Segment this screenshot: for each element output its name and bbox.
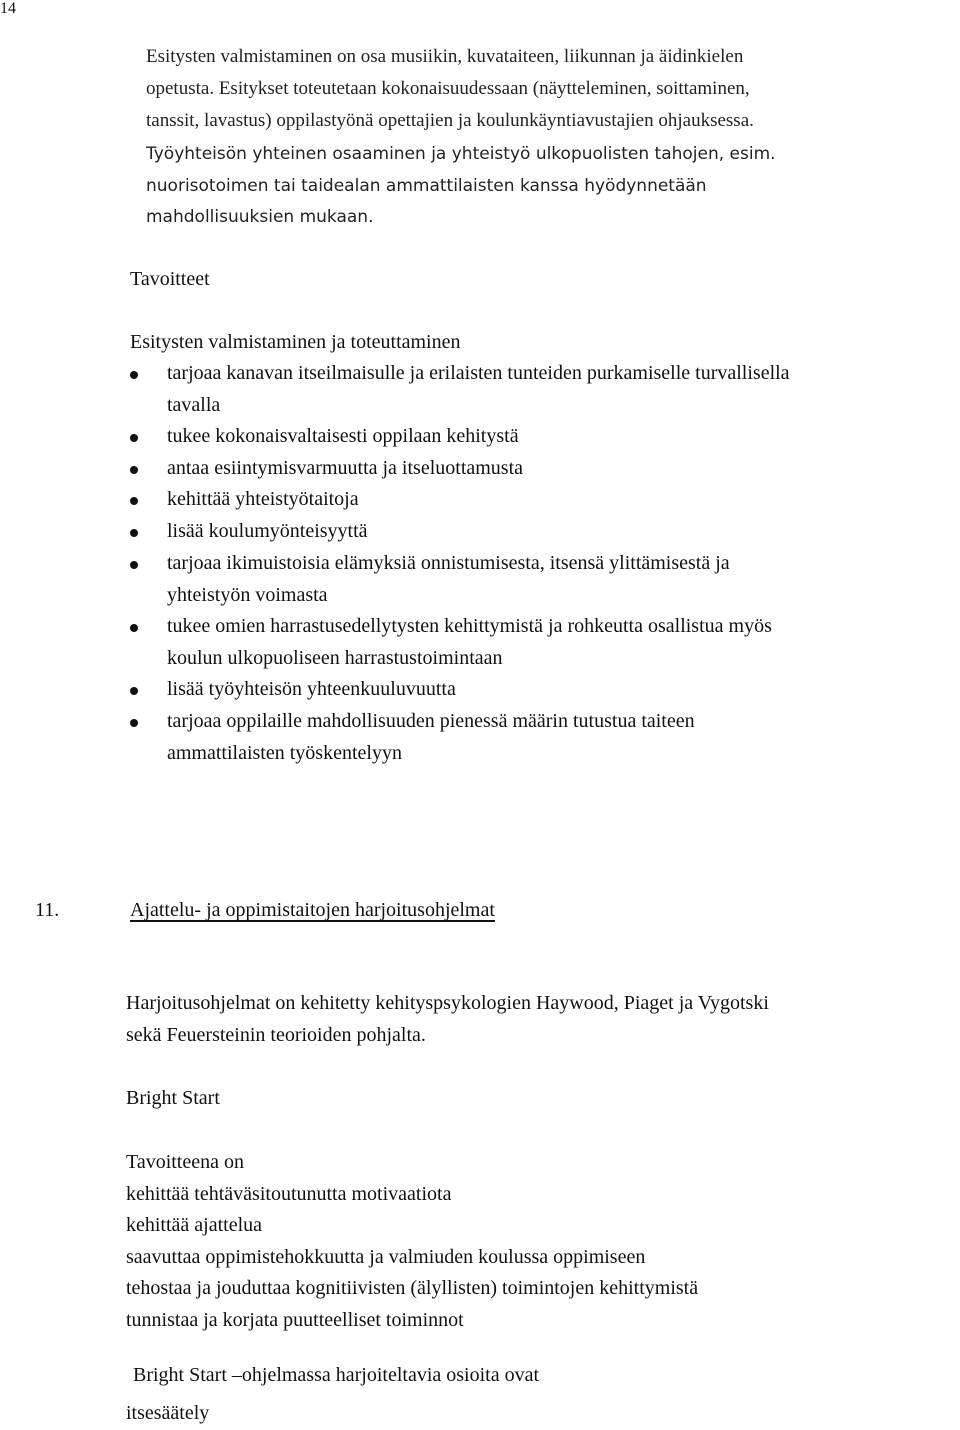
intro-line: mahdollisuuksien mukaan. [146, 207, 374, 227]
goal-item-cont: ammattilaisten työskentelyyn [167, 742, 402, 764]
goal-item: tarjoaa ikimuistoisia elämyksiä onnistumisesta, itsensä ylittämisestä ja [167, 552, 730, 574]
intro-line: tanssit, lavastus) oppilastyönä opettajien ja koulunkäyntiavustajien ohjauksessa. [146, 110, 754, 131]
bullet-icon [130, 719, 138, 727]
page-number: 14 [0, 0, 16, 17]
bullet-icon [130, 466, 138, 474]
goal-item: lisää koulumyönteisyyttä [167, 520, 368, 542]
goal-item-cont: yhteistyön voimasta [167, 584, 328, 606]
bullet-icon [130, 561, 138, 569]
intro-line: opetusta. Esitykset toteutetaan kokonaisuudessaan (näytteleminen, soittaminen, [146, 78, 750, 99]
section-number: 11. [35, 899, 60, 921]
goal-item: tarjoaa oppilaille mahdollisuuden pienessä määrin tutustua taiteen [167, 710, 695, 732]
exercise-item: itsesäätely [126, 1402, 210, 1424]
goal-item: antaa esiintymisvarmuutta ja itseluottamusta [167, 457, 524, 479]
aim-item: kehittää ajattelua [126, 1214, 263, 1236]
goals-lead: Esitysten valmistaminen ja toteuttaminen [130, 331, 461, 353]
goals-heading: Tavoitteet [130, 268, 210, 290]
bullet-icon [130, 371, 138, 379]
bullet-icon [130, 529, 138, 537]
aim-item: saavuttaa oppimistehokkuutta ja valmiuden koulussa oppimiseen [126, 1246, 646, 1268]
bright-start-heading: Bright Start [126, 1087, 220, 1109]
goal-item: tukee omien harrastusedellytysten kehittymistä ja rohkeutta osallistua myös [167, 615, 772, 637]
aims-lead: Tavoitteena on [126, 1151, 244, 1173]
section-title: Ajattelu- ja oppimistaitojen harjoitusohjelmat [130, 899, 495, 921]
goal-item: lisää työyhteisön yhteenkuuluvuutta [167, 678, 456, 700]
intro-line: Työyhteisön yhteinen osaaminen ja yhteistyö ulkopuolisten tahojen, esim. [146, 144, 776, 164]
bullet-icon [130, 434, 138, 442]
aim-item: tehostaa ja jouduttaa kognitiivisten (älyllisten) toimintojen kehittymistä [126, 1277, 699, 1299]
aim-item: kehittää tehtäväsitoutunutta motivaatiota [126, 1183, 452, 1205]
goal-item-cont: tavalla [167, 394, 221, 416]
section-paragraph-line: sekä Feuersteinin teorioiden pohjalta. [126, 1024, 426, 1046]
exercises-lead: Bright Start –ohjelmassa harjoiteltavia osioita ovat [133, 1364, 540, 1386]
goal-item: kehittää yhteistyötaitoja [167, 488, 359, 510]
section-paragraph-line: Harjoitusohjelmat on kehitetty kehityspsykologien Haywood, Piaget ja Vygotski [126, 992, 769, 1014]
intro-line: nuorisotoimen tai taidealan ammattilaisten kanssa hyödynnetään [146, 176, 707, 196]
bullet-icon [130, 624, 138, 632]
goal-item: tarjoaa kanavan itseilmaisulle ja erilaisten tunteiden purkamiselle turvallisella [167, 362, 790, 384]
aim-item: tunnistaa ja korjata puutteelliset toiminnot [126, 1309, 464, 1331]
intro-line: Esitysten valmistaminen on osa musiikin, kuvataiteen, liikunnan ja äidinkielen [146, 46, 744, 67]
bullet-icon [130, 497, 138, 505]
goal-item: tukee kokonaisvaltaisesti oppilaan kehitystä [167, 425, 519, 447]
goal-item-cont: koulun ulkopuoliseen harrastustoimintaan [167, 647, 503, 669]
bullet-icon [130, 687, 138, 695]
